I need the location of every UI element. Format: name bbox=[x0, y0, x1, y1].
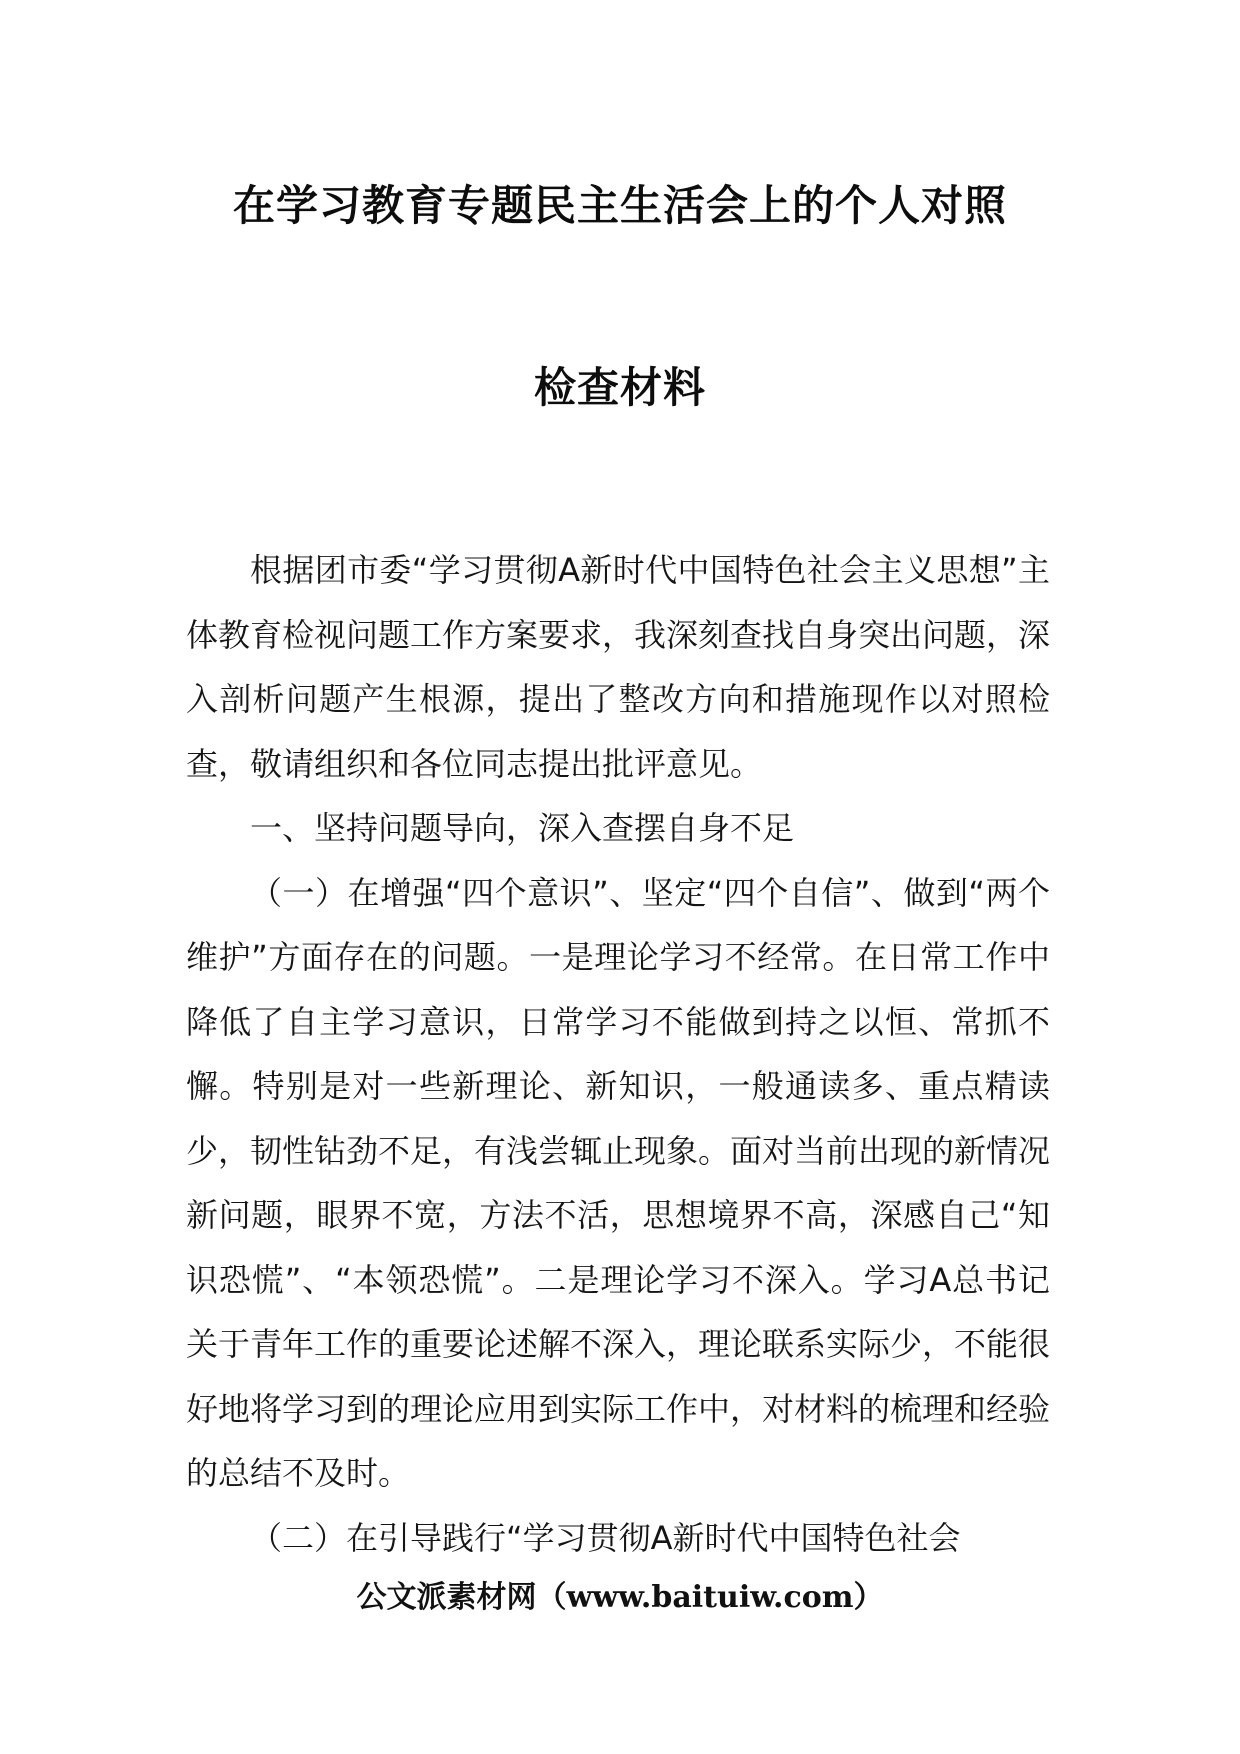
section-heading-1: 一、坚持问题导向，深入查摆自身不足 bbox=[250, 809, 795, 847]
document-body bbox=[186, 538, 1050, 1570]
paragraph-subsection-1: （一）在增强“四个意识”、坚定“四个自信”、做到“两个维护”方面存在的问题。一是理论学习不经常。在日常工作中降低了自主学习意识，日常学习不能做到持之以恒、常抓不懈。特别是对一些新理论、新知识，一般通读多、重点精读少，韧性钻劲不足，有浅尝辄止现象。面对当前出现的新情况新问题，眼界不宽，方法不活，思想境界不高，深感自己“知识恐慌”、“本领恐慌”。二是理论学习不深入。学习A总书记关于青年工作的重要论述解不深入，理论联系实际少，不能很好地将学习到的理论应用到实际工作中，对材料的梳理和经验的总结不及时。 bbox=[186, 873, 1051, 1492]
paragraph-subsection-2: （二）在引导践行“学习贯彻A新时代中国特色社会 bbox=[250, 1518, 961, 1557]
document-title-line-1: 在学习教育专题民主生活会上的个人对照 bbox=[232, 181, 1007, 230]
page-footer-watermark: 公文派素材网（www.baituiw.com） bbox=[356, 1580, 884, 1615]
document-title-line-2: 检查材料 bbox=[533, 363, 706, 412]
paragraph-intro: 根据团市委“学习贯彻A新时代中国特色社会主义思想”主体教育检视问题工作方案要求，我深刻查找自身突出问题，深入剖析问题产生根源，提出了整改方向和措施现作以对照检查，敬请组织和各位同志提出批评意见。 bbox=[186, 551, 1051, 783]
